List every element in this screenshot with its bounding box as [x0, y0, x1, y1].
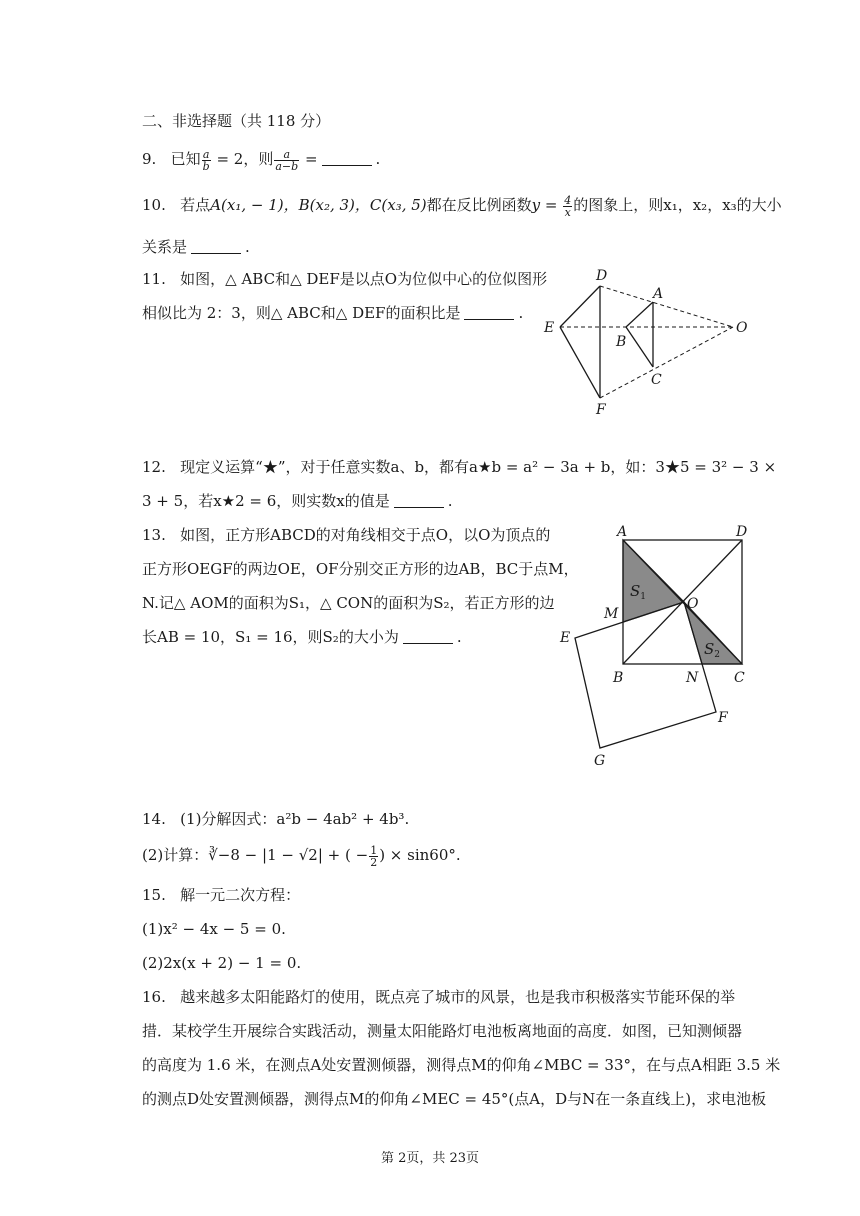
square-figure — [550, 522, 760, 772]
question-number: 12. — [142, 458, 166, 476]
fraction-1-over-2: $\frac{1}{2}$ — [370, 843, 378, 869]
question-number: 10. — [142, 196, 166, 214]
answer-blank[interactable] — [464, 305, 514, 320]
question-number: 9. — [142, 150, 157, 168]
question-14-line1: 14. (1)分解因式：a²b − 4ab² + 4b³. — [142, 810, 410, 828]
label-F: F — [718, 710, 728, 726]
question-number: 15. — [142, 886, 166, 904]
answer-blank[interactable] — [403, 629, 453, 644]
answer-blank[interactable] — [191, 239, 241, 254]
edge-BC — [626, 327, 653, 367]
question-number: 11. — [142, 270, 166, 288]
label-B: B — [616, 334, 627, 350]
question-15-line3: (2)2x(x + 2) − 1 = 0. — [142, 954, 302, 972]
label-G: G — [594, 753, 606, 769]
answer-blank[interactable] — [394, 493, 444, 508]
question-16-line1: 16. 越来越多太阳能路灯的使用，既点亮了城市的风景，也是我市积极落实节能环保的举 — [142, 988, 736, 1006]
label-E: E — [560, 630, 571, 646]
label-O: O — [736, 320, 748, 336]
section-title: 二、非选择题（共 118 分） — [142, 112, 331, 130]
question-number: 14. — [142, 810, 166, 828]
label-D: D — [736, 524, 748, 540]
question-16-line3: 的高度为 1.6 米，在测点A处安置测倾器，测得点M的仰角∠MBC = 33°，在与点A相距 3.5 米 — [142, 1056, 781, 1074]
label-E: E — [544, 320, 555, 336]
label-S2: $S_2$ — [704, 640, 721, 660]
label-A: A — [617, 524, 628, 540]
question-15-line1: 15. 解一元二次方程： — [142, 886, 301, 904]
question-number: 16. — [142, 988, 166, 1006]
question-11-line2: 相似比为 2：3，则△ ABC和△ DEF的面积比是 . — [142, 304, 524, 322]
edge-EF — [560, 327, 600, 398]
question-12-line2: 3 + 5，若x★2 = 6，则实数x的值是 . — [142, 492, 453, 510]
dashed-DO — [600, 286, 733, 327]
question-14-line2: (2)计算：∛−8 − |1 − √2| + ( − $\frac{1}{2}$ ) × sin60°. — [142, 843, 461, 869]
edge-DE — [560, 286, 600, 327]
points-list: A(x₁, − 1)，B(x₂, 3)，C(x₃, 5) — [210, 196, 427, 214]
label-S1: $S_1$ — [630, 582, 647, 602]
page-footer: 第 2页，共 23页 — [380, 1151, 480, 1166]
label-B: B — [613, 670, 624, 686]
question-12-line1: 12. 现定义运算“★”，对于任意实数a、b，都有a★b = a² − 3a + b，如：3★5 = 3² − 3 × — [142, 458, 777, 476]
label-C: C — [734, 670, 745, 686]
question-13-line4: 长AB = 10，S₁ = 16，则S₂的大小为 . — [142, 628, 462, 646]
question-13-line3: N.记△ AOM的面积为S₁，△ CON的面积为S₂，若正方形的边 — [142, 594, 555, 612]
label-D: D — [596, 268, 608, 284]
label-M: M — [604, 606, 619, 622]
question-13-line1: 13. 如图，正方形ABCD的对角线相交于点O，以O为顶点的 — [142, 526, 551, 544]
question-15-line2: (1)x² − 4x − 5 = 0. — [142, 920, 286, 938]
fraction-a-over-b: $\frac{a}{b}$ — [202, 147, 210, 173]
question-13-line2: 正方形OEGF的两边OE，OF分别交正方形的边AB，BC于点M， — [142, 560, 579, 578]
label-O: O — [687, 596, 699, 612]
edge-AB — [626, 302, 653, 327]
question-16-line2: 措．某校学生开展综合实践活动，测量太阳能路灯电池板离地面的高度．如图，已知测倾器 — [142, 1022, 743, 1040]
question-9: 9. 已知 $\frac{a}{b}$ = 2，则 $\frac{a}{a-b}$ = . — [142, 147, 381, 173]
answer-blank[interactable] — [322, 151, 372, 166]
question-10-line1: 10. 若点A(x₁, − 1)，B(x₂, 3)，C(x₃, 5)都在反比例函数y = $\frac{4}{x}$ 的图象上，则x₁，x₂，x₃的大小 — [142, 193, 782, 219]
question-text: 已知 — [170, 150, 201, 168]
fraction-4-over-x: $\frac{4}{x}$ — [564, 193, 572, 219]
label-F: F — [596, 402, 606, 418]
question-text-mid: = 2，则 — [216, 150, 274, 168]
label-N: N — [686, 670, 699, 686]
label-A: A — [653, 286, 664, 302]
label-C: C — [651, 372, 662, 388]
question-10-line2: 关系是 . — [142, 238, 250, 256]
question-11-line1: 11. 如图，△ ABC和△ DEF是以点O为位似中心的位似图形 — [142, 270, 548, 288]
question-number: 13. — [142, 526, 166, 544]
similar-triangles-figure — [538, 262, 760, 422]
fraction-a-over-a-minus-b: $\frac{a}{a-b}$ — [275, 147, 299, 173]
equals: = — [304, 150, 318, 168]
question-16-line4: 的测点D处安置测倾器，测得点M的仰角∠MEC = 45°(点A，D与N在一条直线上)，求电池板 — [142, 1090, 767, 1108]
